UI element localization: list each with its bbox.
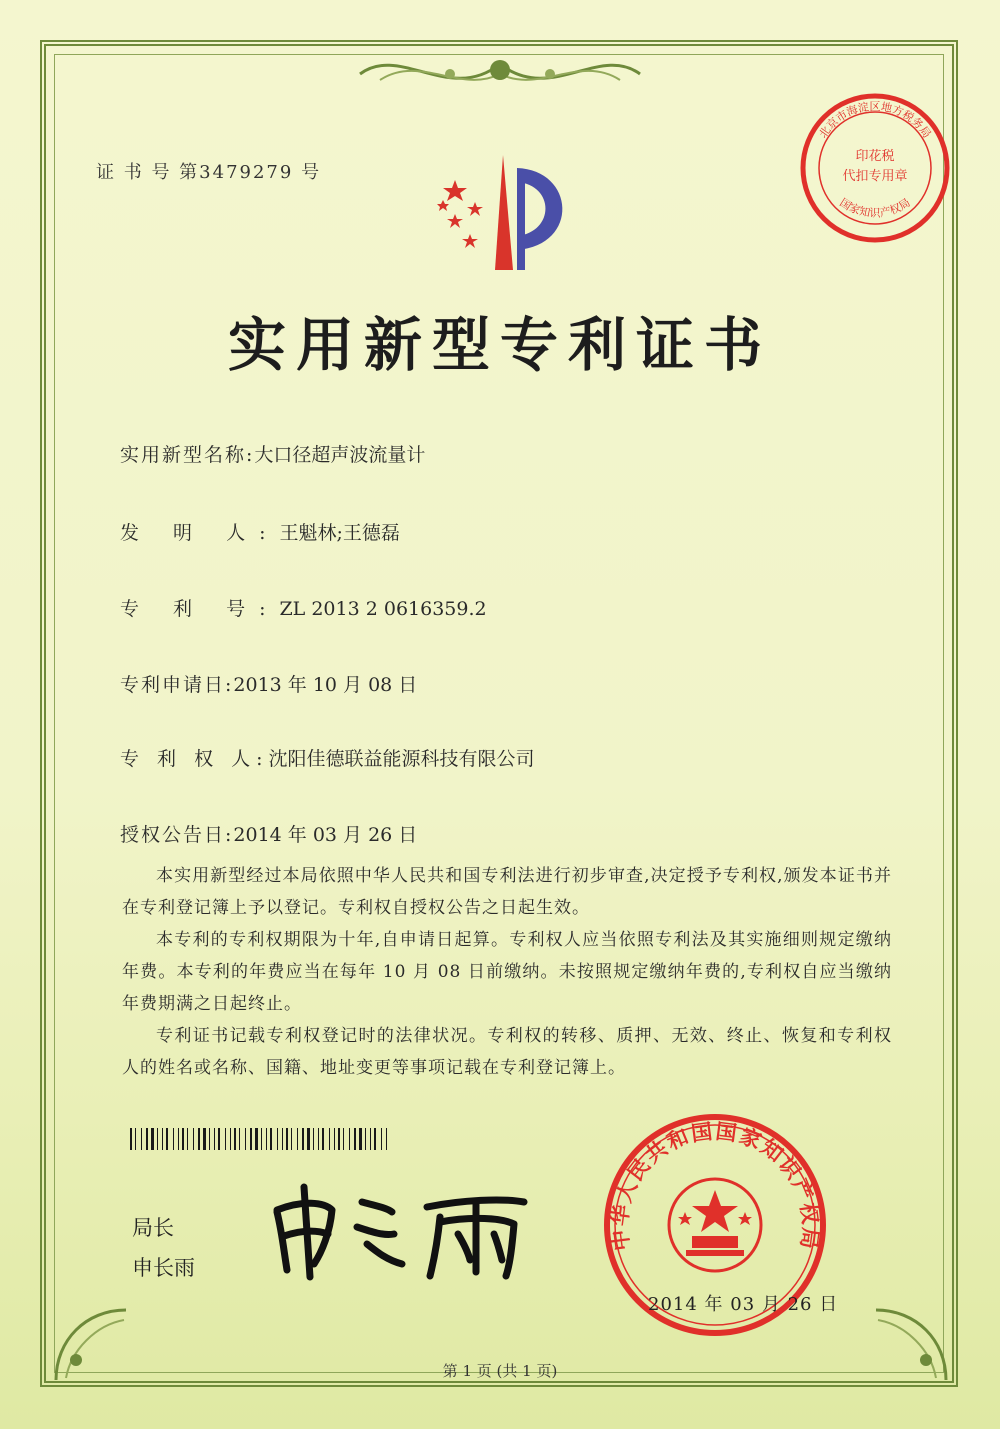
certificate-number-suffix: 号 bbox=[301, 162, 322, 183]
certificate-number-label: 证 书 号 第 bbox=[96, 162, 200, 183]
certificate-body-text bbox=[122, 860, 892, 1084]
field-label: 实用新型名称: bbox=[120, 444, 255, 466]
paragraph: 本实用新型经过本局依照中华人民共和国专利法进行初步审查,决定授予专利权,颁发本证书并在专利登记簿上予以登记。专利权自授权公告之日起生效。 bbox=[122, 866, 892, 918]
field-label: 专 利 权 人: bbox=[120, 748, 269, 770]
field-utility-model-name bbox=[120, 440, 425, 467]
field-value: ZL 2013 2 0616359.2 bbox=[279, 598, 487, 620]
paragraph: 专利证书记载专利权登记时的法律状况。专利权的转移、质押、无效、终止、恢复和专利权人的姓名或名称、国籍、地址变更等事项记载在专利登记簿上。 bbox=[122, 1026, 892, 1078]
svg-text:北京市海淀区地方税务局: 北京市海淀区地方税务局 bbox=[816, 100, 934, 141]
certificate-number-value: 3479279 bbox=[199, 162, 294, 183]
signatory-title: 局长 bbox=[132, 1216, 174, 1240]
svg-text:中华人民共和国国家知识产权局 bbox=[607, 1119, 822, 1252]
field-value: 2014 年 03 月 26 日 bbox=[233, 824, 418, 846]
handwritten-signature bbox=[262, 1172, 532, 1282]
field-inventor bbox=[120, 518, 400, 545]
field-filing-date bbox=[120, 670, 417, 697]
field-label: 授权公告日: bbox=[120, 824, 234, 846]
svg-text:印花税: 印花税 bbox=[855, 149, 895, 164]
tax-stamp-seal-icon bbox=[795, 88, 955, 248]
svg-text:代扣专用章: 代扣专用章 bbox=[842, 169, 908, 184]
field-grant-date bbox=[120, 820, 417, 847]
field-value: 沈阳佳德联益能源科技有限公司 bbox=[268, 748, 535, 770]
certificate-title: 实用新型专利证书 bbox=[227, 311, 772, 379]
field-value: 王魁林;王德磊 bbox=[279, 522, 400, 544]
cnipa-logo-icon bbox=[425, 150, 585, 280]
page-footer: 第 1 页 (共 1 页) bbox=[442, 1362, 558, 1380]
field-label: 发 明 人: bbox=[120, 522, 280, 544]
barcode bbox=[130, 1128, 390, 1150]
paragraph: 本专利的专利权期限为十年,自申请日起算。专利权人应当依照专利法及其实施细则规定缴纳年费。本专利的年费应当在每年 10 月 08 日前缴纳。未按照规定缴纳年费的,专利权自应当缴纳年费期满之日起终止。 bbox=[122, 930, 892, 1014]
top-floral-ornament bbox=[340, 44, 660, 104]
seal-text: 中华人民共和国国家知识产权局 bbox=[607, 1119, 823, 1253]
field-patent-number bbox=[120, 594, 487, 621]
field-value: 大口径超声波流量计 bbox=[254, 444, 426, 466]
seal-date: 2014 年 03 月 26 日 bbox=[648, 1294, 839, 1315]
signatory-name: 申长雨 bbox=[132, 1256, 195, 1280]
certificate-number bbox=[96, 158, 321, 184]
field-patentee bbox=[120, 744, 535, 771]
field-label: 专 利 号: bbox=[120, 598, 280, 620]
svg-text:国家知识产权局: 国家知识产权局 bbox=[837, 196, 913, 220]
field-value: 2013 年 10 月 08 日 bbox=[233, 674, 418, 696]
field-label: 专利申请日: bbox=[120, 674, 234, 696]
